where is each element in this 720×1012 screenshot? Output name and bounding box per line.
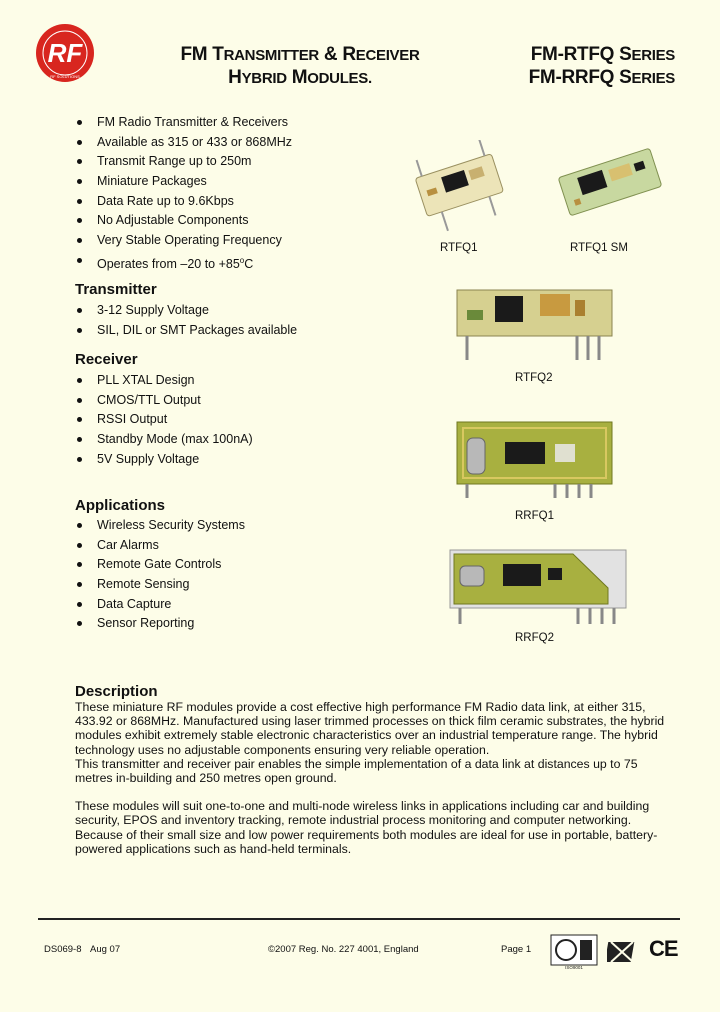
caption-rrfq2: RRFQ2 [515,632,554,644]
list-item: Remote Sensing [75,575,245,595]
applications-list [75,516,245,634]
list-item: SIL, DIL or SMT Packages available [75,321,297,341]
footer-divider [38,918,680,920]
copyright: ©2007 Reg. No. 227 4001, England [268,944,419,955]
doc-number: DS069-8 [44,944,82,955]
rf-solutions-logo [34,22,96,84]
caption-rtfq1-sm: RTFQ1 SM [570,242,628,254]
logo-ring-text: RF SOLUTIONS [50,74,80,79]
caption-rtfq1: RTFQ1 [440,242,478,254]
rtfq1-sm-module-image [550,140,670,225]
list-item: 5V Supply Voltage [75,450,253,470]
list-item: Transmit Range up to 250m [75,152,292,172]
rtfq2-module-image [455,288,615,366]
list-item: 3-12 Supply Voltage [75,301,297,321]
list-item: CMOS/TTL Output [75,391,253,411]
series-line-1: FM-RTFQ SERIES [530,44,675,65]
description-paragraph: These miniature RF modules provide a cost effective high performance FM Radio data link, at either 315, 433.92 or 868MHz. Manufactured using laser trimmed processes on thick film ceramic substrates, the hybrid modules exhibit extremely stable electronic characteristics over an industrial temperature range. The hybrid technology uses no adjustable components ensuring very reliable operation. [75,700,665,757]
logo-letters: RF [47,38,83,68]
transmitter-heading: Transmitter [75,281,157,298]
list-item: Standby Mode (max 100nA) [75,430,253,450]
doc-date: Aug 07 [90,944,121,955]
list-item: Very Stable Operating Frequency [75,231,292,251]
list-item: PLL XTAL Design [75,371,253,391]
page-number: Page 1 [501,944,532,955]
rrfq2-module-image [448,548,628,630]
list-item: Car Alarms [75,536,245,556]
weee-bin-icon [607,938,637,964]
applications-heading: Applications [75,497,166,514]
series-line-2: FM-RRFQ SERIES [528,67,675,88]
list-item: RSSI Output [75,410,253,430]
list-item: Wireless Security Systems [75,516,245,536]
receiver-list [75,371,253,469]
list-item: Operates from –20 to $+85^oC$ [75,251,292,271]
list-item: FM Radio Transmitter & Receivers [75,113,292,133]
description-body [75,700,675,856]
receiver-heading: Receiver [75,351,138,368]
ce-mark-icon: CE [649,936,678,961]
list-item: Sensor Reporting [75,614,245,634]
rrfq1-module-image [455,420,615,502]
description-paragraph: This transmitter and receiver pair enables the simple implementation of a data link at distances up to 75 metres in-building and 250 metres open ground. [75,756,638,786]
list-item: Data Rate up to 9.6Kbps [75,192,292,212]
series-title [505,44,675,90]
title-line-1: FM TRANSMITTER & RECEIVER [180,44,420,65]
list-item: Data Capture [75,595,245,615]
transmitter-list [75,301,297,340]
list-item: Miniature Packages [75,172,292,192]
iso-badge-text: ISO9001 [565,965,583,970]
list-item: Available as 315 or 433 or 868MHz [75,133,292,153]
feature-list [75,113,292,271]
title-line-2: HYBRID MODULES. [228,67,372,88]
rtfq1-module-image [405,140,515,235]
list-item: No Adjustable Components [75,211,292,231]
caption-rtfq2: RTFQ2 [515,372,553,384]
caption-rrfq1: RRFQ1 [515,510,554,522]
description-heading: Description [75,683,158,700]
description-paragraph: Because of their small size and low power requirements both modules are ideal for use in portable, battery-powered applications such as hand-held terminals. [75,827,658,856]
iso-certification-icon [550,934,598,970]
description-paragraph: These modules will suit one-to-one and multi-node wireless links in applications including car and building security, EPOS and inventory tracking, remote industrial process monitoring and computer networking. [75,799,650,828]
document-title [150,44,450,90]
list-item: Remote Gate Controls [75,555,245,575]
